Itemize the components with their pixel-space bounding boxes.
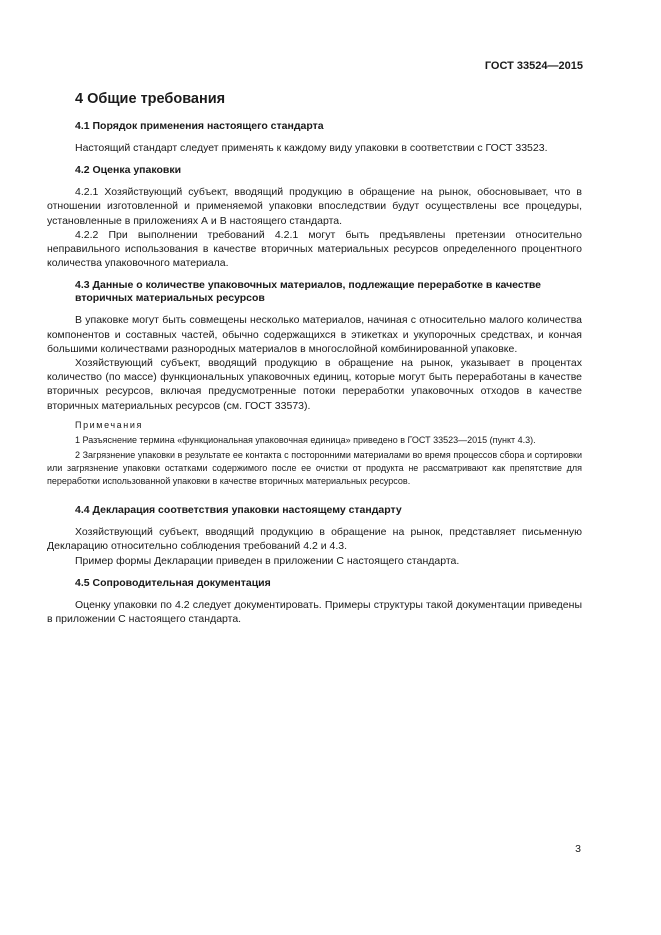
section-4-4-paragraph-1: Хозяйствующий субъект, вводящий продукцию в обращение на рынок, представляет письменную Декларацию относительно соблюдения требований 4.2 и 4.3. [47,526,582,553]
section-4-1-title: 4.1 Порядок применения настоящего стандарта [75,120,324,132]
section-4-5-paragraph: Оценку упаковки по 4.2 следует документировать. Примеры структуры такой документации приведены в приложении С настоящего стандарта. [47,598,582,626]
section-4-4-paragraph-2: Пример формы Декларации приведен в приложении С настоящего стандарта. [75,554,460,567]
section-4-5-title: 4.5 Сопроводительная документация [75,576,271,589]
section-4-3-title: 4.3 Данные о количестве упаковочных материалов, подлежащие переработке в качестве вторичных материальных ресурсов [75,279,542,305]
note-1: 1 Разъяснение термина «функциональная упаковочная единица» приведено в ГОСТ 33523—2015 (пункт 4.3). [75,434,536,445]
section-4-2-2-paragraph: 4.2.2 При выполнении требований 4.2.1 могут быть предъявлены претензии относительно неправильного использования в качестве вторичных материальных ресурсов определенного процентного количества упаковочного материала. [47,228,582,270]
document-id-header: ГОСТ 33524—2015 [484,60,583,72]
section-4-title: 4 Общие требования [75,91,226,107]
section-4-2-title: 4.2 Оценка упаковки [75,164,182,177]
section-4-4-title: 4.4 Декларация соответствия упаковки настоящему стандарту [75,504,402,517]
page-content [47,90,582,626]
notes-label: Примечания [75,419,143,430]
note-2: 2 Загрязнение упаковки в результате ее контакта с посторонними материалами во время процессов сбора и сортировки или загрязнение упаковки остатками содержимого после ее очистки от продукта не рассматривают как препятствие для переработки использованной упаковки в качестве вторичных материальных ресурсов. [47,450,582,486]
section-4-3-paragraph-2: Хозяйствующий субъект, вводящий продукцию в обращение на рынок, указывает в процентах количество (по массе) функциональных упаковочных единиц, которые могут быть переработаны в качестве вторичных ресурсов, включая предусмотренные потоки переработки упаковочных отходов в качестве вторичных материальных ресурсов (см. ГОСТ 33573). [47,357,582,412]
page-number: 3 [575,843,581,855]
section-4-3-paragraph-1: В упаковке могут быть совмещены несколько материалов, начиная с относительно малого количества компонентов и составных частей, обычно содержащихся в этикетках и укупорочных средствах, и кончая большими количествами разнородных материалов в многослойной комбинированной упаковке. [47,314,582,355]
section-4-1-paragraph: Настоящий стандарт следует применять к каждому виду упаковки в соответствии с ГОСТ 33523. [75,142,548,154]
section-4-2-1-paragraph: 4.2.1 Хозяйствующий субъект, вводящий продукцию в обращение на рынок, обосновывает, что в отношении изготовленной и применяемой упаковки впоследствии будут осуществлены все процедуры, установленные в приложениях А и В настоящего стандарта. [47,186,582,227]
